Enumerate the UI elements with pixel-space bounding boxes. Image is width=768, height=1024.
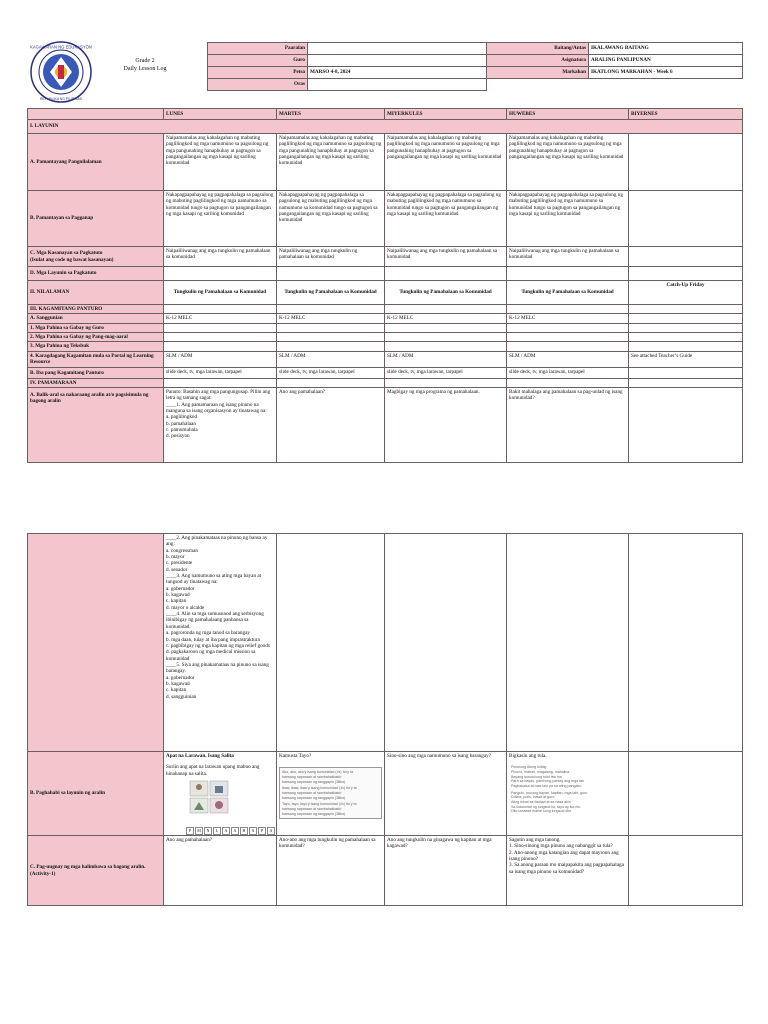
cell bbox=[629, 388, 743, 463]
row-label: A. Balik-aral sa nakaraang aralin at/o pagsisimula ng bagong aralin bbox=[28, 388, 164, 463]
row-label: 1. Mga Pahina sa Gabay ng Guro bbox=[28, 323, 164, 332]
cell: Naipaliliwanag ang mga tungkulin ng pamahalaan sa komunidad bbox=[277, 247, 385, 267]
row-label: A. Pamantayang Pangnilalaman bbox=[28, 134, 164, 191]
cell bbox=[629, 134, 743, 191]
row-label: B. Paghahabi sa layunin ng aralin bbox=[28, 752, 164, 836]
row-label: II. NILALAMAN bbox=[28, 281, 164, 305]
cell: Nakapagpapahayag ng pagpapahalaga sa pagsulong ng mabuting paglilingkod ng mga namumuno sa komunidad tungo sa pagtugon sa pangangailangan ng mga kasapi ng sariling komunidad bbox=[164, 191, 277, 247]
log-title: Daily Lesson Log bbox=[123, 66, 167, 73]
poem-line: Pagkakaisa at mas lalo pa sa ating pangako bbox=[511, 784, 582, 789]
activity-title: Bigkasin ang tula. bbox=[509, 753, 547, 759]
seal-subtext: REPUBLIKA NG PILIPINAS bbox=[39, 97, 83, 101]
table-row bbox=[28, 342, 743, 351]
song-line: Tayo, tayo, tayo'y isang komunidad (4x) Ito'y ta bbox=[282, 802, 357, 807]
cell: Tungkulin ng Pamahalaan sa Komunidad bbox=[277, 281, 385, 305]
letter-tile: P bbox=[186, 827, 194, 835]
days-header-row bbox=[28, 109, 743, 120]
table-row bbox=[28, 836, 743, 906]
cell: Naipamamalas ang kahalagahan ng mabuting paglilingkod ng mga namumuno sa pagsulong ng mga pangunahing hanapbuhay at pagtugon sa pangangailangan ng mga kasapi ng sariling komunidad bbox=[385, 134, 507, 191]
poem-line: Dito umaasa mahal kong lungsod dito bbox=[511, 809, 572, 814]
field-label: Guro bbox=[208, 55, 308, 67]
cell bbox=[629, 314, 743, 323]
cell: K-12 MELC bbox=[277, 314, 385, 323]
letter-tile: A bbox=[267, 827, 275, 835]
poem-line: Para sa bayan, parehong pantay ang mga tao bbox=[511, 779, 585, 784]
lesson-log-table-continued bbox=[27, 533, 743, 906]
cell: Naipamamalas ang kahalagahan ng mabuting paglilingkod ng mga namumuno sa pagsulong ng mga pangunahing hanapbuhay at pagtugon sa pangangailangan ng mga kasapi ng sariling komunidad bbox=[164, 134, 277, 191]
field-label: Oras bbox=[208, 79, 308, 91]
field-value: IKATLONG MARKAHAN - Week 6 bbox=[589, 67, 743, 79]
cell: Naipamamalas ang kahalagahan ng mabuting paglilingkod ng mga namumuno sa pagsulong ng mga pangunahing hanapbuhay at pagtugon sa pangangailangan ng mga kasapi ng sariling komunidad bbox=[507, 134, 629, 191]
row-label: D. Mga Layunin sa Pagkatuto bbox=[28, 267, 164, 281]
section-row bbox=[28, 305, 743, 314]
row-label: B. Pamantayan sa Pagganap bbox=[28, 191, 164, 247]
table-row bbox=[28, 752, 743, 836]
cell: Sagutin ang mga tanong. 1. Sino-sinong mga pinuno ang nabanggit sa tula? 2. Ano-anong mga katangian ang dapat mayroon ang isang pinuno? 3. Sa anong paraan mo maipapakita ang pagpapahalaga sa isang mga pinuno sa komunidad? bbox=[507, 836, 629, 906]
table-row bbox=[28, 314, 743, 323]
poem-line: Ating isinat sa ilautaw at sa nasa akin bbox=[511, 800, 571, 805]
row-label: 2. Mga Pahina sa Gabay ng Pang-mag-aaral bbox=[28, 333, 164, 342]
field-label: Petsa bbox=[208, 67, 308, 79]
field-value bbox=[308, 79, 487, 91]
section-row bbox=[28, 378, 743, 387]
day-header: LUNES bbox=[164, 109, 277, 120]
cell: SLM / ADM bbox=[164, 351, 277, 367]
cell: Ano ang pamahalaan? bbox=[164, 836, 277, 906]
day-header: MIYERKULES bbox=[385, 109, 507, 120]
table-row bbox=[28, 247, 743, 267]
cell: Bakit mahalaga ang pamahalaan sa pag-unlad ng isang komunidad? bbox=[507, 388, 629, 463]
cell: Nakapagpapahayag ng pagpapahalaga sa pagsulong ng mabuting paglilingkod ng mga namumuno sa komunidad tungo sa pagtugon sa pangangailangan ng mga kasapi ng sariling komunidad bbox=[507, 191, 629, 247]
field-value: IKALAWANG BAITANG bbox=[589, 43, 743, 55]
table-row bbox=[28, 351, 743, 367]
row-label: B. Iba pang Kagamitang Panturo bbox=[28, 367, 164, 378]
field-value: ARALING PANLIPUNAN bbox=[589, 55, 743, 67]
field-label: Markahan bbox=[487, 67, 589, 79]
lesson-log-table bbox=[27, 108, 743, 463]
table-row bbox=[28, 267, 743, 281]
cell: See attached Teacher’s Guide bbox=[629, 351, 743, 367]
activity-title: Apat na Larawan, Isang Salita bbox=[166, 753, 234, 759]
poem-line: Doktor, pulis, inawa at guro bbox=[511, 795, 555, 800]
cell: Tungkulin ng Pamahalaan sa Komunidad bbox=[507, 281, 629, 305]
table-row bbox=[28, 367, 743, 378]
section-row bbox=[28, 120, 743, 134]
table-row bbox=[28, 388, 743, 463]
cell: Panuto: Basahin ang mga pangungusap. Piliin ang letra ng tamang sagot. ____1. Ang pamamaraan ng isang pinuno na manguna sa isang organisasyon ay tinatawag na: a. paglilingkod b. pamahalaan c. pamumuhala d. posisyon bbox=[164, 388, 277, 463]
row-label: A. Sanggunian bbox=[28, 314, 164, 323]
song-line: bansang naparaan ng tanggapin (3Bbx) bbox=[282, 795, 346, 800]
cell: slide deck, tv, mga larawan, tarpapel bbox=[164, 367, 277, 378]
cell: Sino-sino ang mga namumuno sa isang barangay? bbox=[385, 752, 507, 836]
table-row bbox=[28, 281, 743, 305]
poem-line: Pinuno, mabait, magalang, mahalina bbox=[511, 770, 570, 775]
cell: Ano ang pamahalaan? bbox=[277, 388, 385, 463]
row-label: III. KAGAMITANG PANTURO bbox=[28, 305, 164, 314]
song-line: bansang naparaan at sambahakbakb bbox=[282, 791, 342, 796]
cell: SLM / ADM bbox=[507, 351, 629, 367]
poem-line: Sa ikauunlad ng lungsod ko, tayo ay ika rito bbox=[511, 804, 581, 809]
cell: Tungkulin ng Pamahalaan sa Komunidad bbox=[385, 281, 507, 305]
row-label: C. Pag-uugnay ng mga halimbawa sa bagong aralin. (Activity-1) bbox=[28, 836, 164, 906]
poem-thumbnail bbox=[509, 765, 626, 814]
field-label: Asignatura bbox=[487, 55, 589, 67]
cell: slide deck, tv, mga larawan, tarpapel bbox=[277, 367, 385, 378]
song-line: bansang naparaan ng tanggapin (3Bbx) bbox=[282, 779, 346, 784]
letter-tile: M bbox=[195, 827, 203, 835]
day-header: MARTES bbox=[277, 109, 385, 120]
quiz-continuation: ____2. Ang pinakamataas na pinuno ng bansa ay ang: a. congressman b. mayor c. presidente d. senador ____3. Ang namumuno sa ating mga bayan at lungsod ay tinatawag na: a. gobernador b. kagawad c. kapitan d. mayor o alcalde ____4. Alin sa mga sumusunod ang serbisyong ibinibigay ng pamahalaang panbansa sa komunidad. a. pagroronda ng mga tanod sa barangay b. mga daan, tulay at iba pang imprastraktura c. pagbibigay ng mga kapitan ng mga relief goods d. pagkakaroon ng mga medical mission sa komunidad ____5. Siya ang pinakamataas na pinuno sa isang barangay. a. gobernador b. kagawad c. kapitan d. sangguinian bbox=[164, 534, 277, 752]
row-label: 4. Karagdagang Kagamitan mula sa Portal ng Learning Resource bbox=[28, 351, 164, 367]
cell: Naipaliliwanag ang mga tungkulin ng pamahalaan sa komunidad bbox=[507, 247, 629, 267]
field-value bbox=[308, 55, 487, 67]
song-line: Ako, ako, ako'y isang komunidad (4x) Ito'y ta bbox=[282, 770, 354, 775]
cell: Naipamamalas ang kahalagahan ng mabuting paglilingkod ng mga namumuno sa pagsulong ng mga pangunahing hanapbuhay at pagtugon sa pangangailangan ng mga kasapi ng sariling komunidad bbox=[277, 134, 385, 191]
letter-tile: A bbox=[222, 827, 230, 835]
letter-tile: N bbox=[204, 827, 212, 835]
cell-lunes-activity bbox=[164, 752, 277, 836]
header-title bbox=[100, 57, 190, 74]
poem-line: Bayang tumutulong tulot tiwi ina bbox=[511, 774, 562, 779]
cell: Nakapagpapahayag ng pagpapahalaga sa pagsulong ng mabuting paglilingkod ng mga namumuno sa komunidad tungo sa pagtugon sa pangangailangan ng mga kasapi ng sariling komunidad bbox=[277, 191, 385, 247]
song-line: bansang naparaan at sambahakbakb bbox=[282, 775, 342, 780]
cell: SLM / ADM bbox=[385, 351, 507, 367]
cell: slide deck, tv, mga larawan, tarpapel bbox=[385, 367, 507, 378]
cell-huwebes-activity bbox=[507, 752, 629, 836]
activity-title: Kamusta Tayo? bbox=[279, 753, 312, 759]
cell bbox=[629, 836, 743, 906]
cell: Ano ang tungkulin na ginagawa ng kapitan at mga kagawad? bbox=[385, 836, 507, 906]
table-row bbox=[28, 134, 743, 191]
grade-label: Grade 2 bbox=[135, 58, 155, 64]
cell-martes-activity bbox=[277, 752, 385, 836]
letter-tile: A bbox=[231, 827, 239, 835]
table-row bbox=[28, 191, 743, 247]
row-label: 3. Mga Pahina ng Teksbuk bbox=[28, 342, 164, 351]
letter-tile: P bbox=[258, 827, 266, 835]
table-row bbox=[28, 333, 743, 342]
cell: SLM / ADM bbox=[277, 351, 385, 367]
field-label: Baitang/Antas bbox=[487, 43, 589, 55]
activity-text: Suriin ang apat na larawan upang mabuo ang hinahanap na salita. bbox=[166, 764, 260, 777]
poem-line: Pinunong Aking Iniibig bbox=[511, 765, 547, 770]
cell: Tungkulin ng Pamahalaan sa Komunidad bbox=[164, 281, 277, 305]
cell: slide deck, tv, mga larawan, tarpapel bbox=[507, 367, 629, 378]
table-row bbox=[28, 534, 743, 752]
header-left-table bbox=[207, 42, 487, 91]
row-label: C. Mga Kasanayan sa Pagkatuto (Isulat ang code ng bawat kasanayan) bbox=[28, 247, 164, 267]
song-line: bansang naparaan ng tanggapin (3Bbx) bbox=[282, 811, 346, 816]
letter-tile: A bbox=[249, 827, 257, 835]
field-value bbox=[308, 43, 487, 55]
cell bbox=[629, 247, 743, 267]
cell: Magbigay ng mga programa ng pamahalaan. bbox=[385, 388, 507, 463]
cell bbox=[629, 367, 743, 378]
cell: Catch-Up Friday bbox=[629, 281, 743, 305]
cell bbox=[629, 191, 743, 247]
field-label: Paaralan bbox=[208, 43, 308, 55]
cell: Naipaliliwanag ang mga tungkulin ng pamahalaan sa komunidad bbox=[164, 247, 277, 267]
letter-tile: H bbox=[240, 827, 248, 835]
cell: K-12 MELC bbox=[507, 314, 629, 323]
section-layunin: I. LAYUNIN bbox=[28, 120, 743, 134]
field-value: MARSO 4-8, 2024 bbox=[308, 67, 487, 79]
song-line: bansang naparaan at sambahakbakb bbox=[282, 807, 342, 812]
cell: K-12 MELC bbox=[164, 314, 277, 323]
day-header: BIYERNES bbox=[629, 109, 743, 120]
letter-tile: L bbox=[213, 827, 221, 835]
four-pics-image bbox=[188, 780, 266, 822]
seal-text: KAGAWARAN NG EDUKASYON bbox=[30, 44, 92, 50]
deped-seal-logo bbox=[30, 41, 92, 103]
cell: Ano-ano ang mga tungkulin ng pamahalaan sa komunidad? bbox=[277, 836, 385, 906]
header-right-table bbox=[486, 42, 743, 79]
cell: Naipaliliwanag ang mga tungkulin ng pamahalaan sa komunidad bbox=[385, 247, 507, 267]
song-line: Ikaw, ikaw, ikaw'y isang komunidad (4x) Ito'y ta bbox=[282, 786, 357, 791]
cell: K-12 MELC bbox=[385, 314, 507, 323]
letter-tiles bbox=[186, 827, 275, 835]
poem-line: Pangulo, punong bayan, kapitan, mga lahi, guro bbox=[511, 790, 588, 795]
row-label: IV. PAMAMARAAN bbox=[28, 378, 164, 387]
day-header: HUWEBES bbox=[507, 109, 629, 120]
song-thumbnail bbox=[279, 767, 382, 819]
table-row bbox=[28, 323, 743, 332]
cell: Nakapagpapahayag ng pagpapahalaga sa pagsulong ng mabuting paglilingkod ng mga namumuno sa komunidad tungo sa pagtugon sa pangangailangan ng mga kasapi ng sariling komunidad bbox=[385, 191, 507, 247]
